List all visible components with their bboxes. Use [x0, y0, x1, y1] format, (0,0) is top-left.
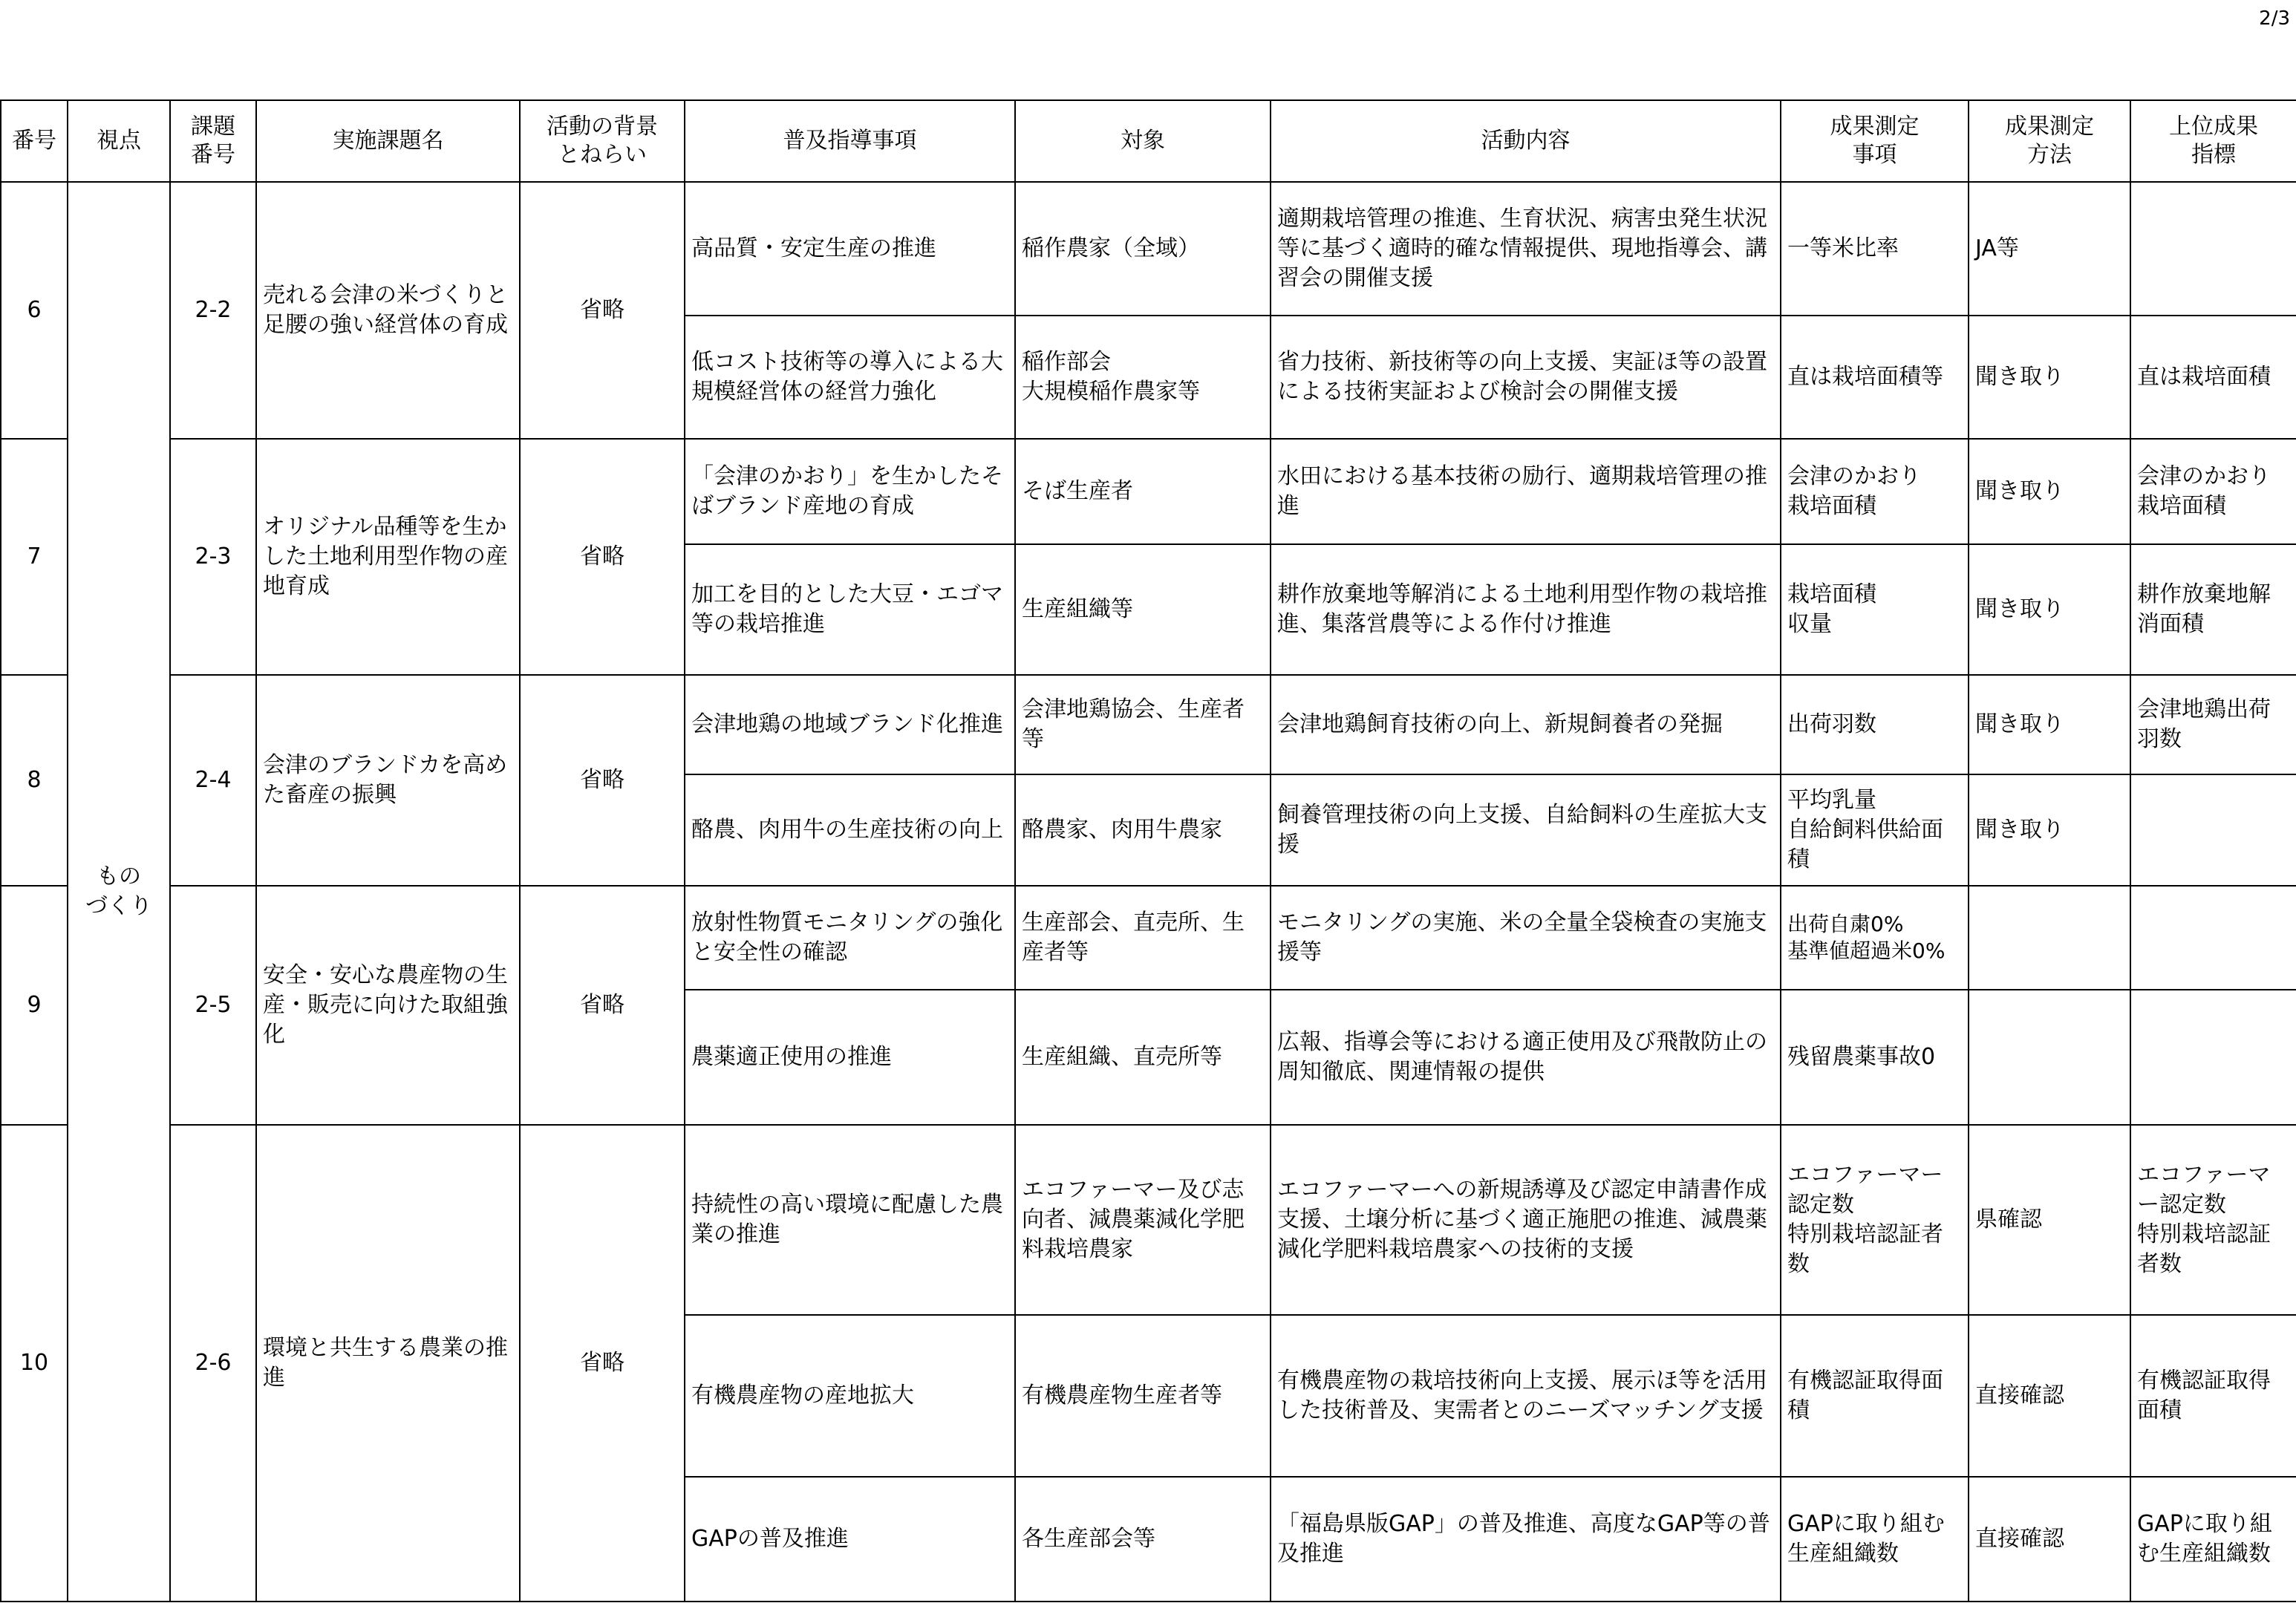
- activity-cell: 会津地鶏飼育技術の向上、新規飼養者の発掘: [1271, 675, 1781, 774]
- issue-no: 2-6: [170, 1125, 256, 1602]
- header-no: 番号: [1, 100, 68, 182]
- activity-plan-table: [0, 99, 2296, 1602]
- measure-method-cell: 県確認: [1969, 1125, 2130, 1315]
- activity-cell: モニタリングの実施、米の全量全袋検査の実施支援等: [1271, 886, 1781, 990]
- table-row: [1, 886, 2296, 990]
- indicator-cell: エコファーマー認定数 特別栽培認証者数: [2130, 1125, 2296, 1315]
- guidance-cell: 酪農、肉用牛の生産技術の向上: [685, 774, 1015, 886]
- target-cell: 酪農家、肉用牛農家: [1015, 774, 1271, 886]
- indicator-cell: GAPに取り組む生産組織数: [2130, 1477, 2296, 1602]
- measure-item-cell: 会津のかおり 栽培面積: [1781, 439, 1969, 544]
- issue-title: 売れる会津の米づくりと足腰の強い経営体の育成: [256, 182, 520, 439]
- measure-item-cell: 出荷自粛0% 基準値超過米0%: [1781, 886, 1969, 990]
- table-row: [1, 1125, 2296, 1315]
- header-row: [1, 100, 2296, 182]
- issue-no: 2-4: [170, 675, 256, 886]
- table-row: [1, 182, 2296, 316]
- target-cell: 生産組織、直売所等: [1015, 990, 1271, 1125]
- guidance-cell: 持続性の高い環境に配慮した農業の推進: [685, 1125, 1015, 1315]
- background-cell: 省略: [520, 675, 685, 886]
- table-row: [1, 439, 2296, 544]
- measure-method-cell: 直接確認: [1969, 1315, 2130, 1477]
- indicator-cell: 会津地鶏出荷羽数: [2130, 675, 2296, 774]
- target-cell: 稲作農家（全域）: [1015, 182, 1271, 316]
- measure-item-cell: 一等米比率: [1781, 182, 1969, 316]
- guidance-cell: 低コスト技術等の導入による大規模経営体の経営力強化: [685, 316, 1015, 439]
- target-cell: 生産部会、直売所、生産者等: [1015, 886, 1271, 990]
- activity-cell: 飼養管理技術の向上支援、自給飼料の生産拡大支援: [1271, 774, 1781, 886]
- row-no: 9: [1, 886, 68, 1125]
- measure-item-cell: エコファーマー認定数 特別栽培認証者数: [1781, 1125, 1969, 1315]
- row-no: 8: [1, 675, 68, 886]
- measure-item-cell: 平均乳量 自給飼料供給面積: [1781, 774, 1969, 886]
- activity-cell: 省力技術、新技術等の向上支援、実証ほ等の設置による技術実証および検討会の開催支援: [1271, 316, 1781, 439]
- issue-title: オリジナル品種等を生かした土地利用型作物の産地育成: [256, 439, 520, 675]
- guidance-cell: GAPの普及推進: [685, 1477, 1015, 1602]
- activity-cell: 水田における基本技術の励行、適期栽培管理の推進: [1271, 439, 1781, 544]
- activity-cell: 「福島県版GAP」の普及推進、高度なGAP等の普及推進: [1271, 1477, 1781, 1602]
- background-cell: 省略: [520, 1125, 685, 1602]
- activity-cell: エコファーマーへの新規誘導及び認定申請書作成支援、土壌分析に基づく適正施肥の推進、減農薬減化学肥料栽培農家への技術的支援: [1271, 1125, 1781, 1315]
- viewpoint-cell: もの づくり: [68, 182, 170, 1602]
- measure-method-cell: [1969, 886, 2130, 990]
- header-background: 活動の背景 とねらい: [520, 100, 685, 182]
- indicator-cell: [2130, 990, 2296, 1125]
- indicator-cell: 有機認証取得面積: [2130, 1315, 2296, 1477]
- background-cell: 省略: [520, 182, 685, 439]
- measure-method-cell: [1969, 990, 2130, 1125]
- activity-cell: 適期栽培管理の推進、生育状況、病害虫発生状況等に基づく適時的確な情報提供、現地指導会、講習会の開催支援: [1271, 182, 1781, 316]
- activity-cell: 有機農産物の栽培技術向上支援、展示ほ等を活用した技術普及、実需者とのニーズマッチング支援: [1271, 1315, 1781, 1477]
- target-cell: 稲作部会 大規模稲作農家等: [1015, 316, 1271, 439]
- guidance-cell: 高品質・安定生産の推進: [685, 182, 1015, 316]
- indicator-cell: [2130, 886, 2296, 990]
- indicator-cell: 耕作放棄地解消面積: [2130, 544, 2296, 675]
- guidance-cell: 会津地鶏の地域ブランド化推進: [685, 675, 1015, 774]
- guidance-cell: 農薬適正使用の推進: [685, 990, 1015, 1125]
- issue-title: 安全・安心な農産物の生産・販売に向けた取組強化: [256, 886, 520, 1125]
- target-cell: 各生産部会等: [1015, 1477, 1271, 1602]
- measure-item-cell: 有機認証取得面積: [1781, 1315, 1969, 1477]
- header-measure-item: 成果測定 事項: [1781, 100, 1969, 182]
- guidance-cell: 加工を目的とした大豆・エゴマ等の栽培推進: [685, 544, 1015, 675]
- header-guidance: 普及指導事項: [685, 100, 1015, 182]
- header-viewpoint: 視点: [68, 100, 170, 182]
- background-cell: 省略: [520, 439, 685, 675]
- target-cell: 生産組織等: [1015, 544, 1271, 675]
- row-no: 7: [1, 439, 68, 675]
- measure-item-cell: 残留農薬事故0: [1781, 990, 1969, 1125]
- activity-cell: 広報、指導会等における適正使用及び飛散防止の周知徹底、関連情報の提供: [1271, 990, 1781, 1125]
- guidance-cell: 「会津のかおり」を生かしたそばブランド産地の育成: [685, 439, 1015, 544]
- background-cell: 省略: [520, 886, 685, 1125]
- activity-cell: 耕作放棄地等解消による土地利用型作物の栽培推進、集落営農等による作付け推進: [1271, 544, 1781, 675]
- header-indicator: 上位成果 指標: [2130, 100, 2296, 182]
- measure-method-cell: JA等: [1969, 182, 2130, 316]
- indicator-cell: 直は栽培面積: [2130, 316, 2296, 439]
- measure-method-cell: 直接確認: [1969, 1477, 2130, 1602]
- header-title: 実施課題名: [256, 100, 520, 182]
- row-no: 10: [1, 1125, 68, 1602]
- measure-method-cell: 聞き取り: [1969, 544, 2130, 675]
- measure-method-cell: 聞き取り: [1969, 774, 2130, 886]
- target-cell: エコファーマー及び志向者、減農薬減化学肥料栽培農家: [1015, 1125, 1271, 1315]
- measure-item-cell: 直は栽培面積等: [1781, 316, 1969, 439]
- measure-method-cell: 聞き取り: [1969, 439, 2130, 544]
- page-number: 2/3: [2259, 7, 2290, 30]
- issue-no: 2-3: [170, 439, 256, 675]
- measure-item-cell: GAPに取り組む生産組織数: [1781, 1477, 1969, 1602]
- target-cell: そば生産者: [1015, 439, 1271, 544]
- target-cell: 有機農産物生産者等: [1015, 1315, 1271, 1477]
- issue-title: 会津のブランドカを高めた畜産の振興: [256, 675, 520, 886]
- measure-method-cell: 聞き取り: [1969, 675, 2130, 774]
- header-issue-no: 課題 番号: [170, 100, 256, 182]
- header-target: 対象: [1015, 100, 1271, 182]
- header-measure-method: 成果測定 方法: [1969, 100, 2130, 182]
- table-row: [1, 675, 2296, 774]
- measure-item-cell: 栽培面積 収量: [1781, 544, 1969, 675]
- header-activity: 活動内容: [1271, 100, 1781, 182]
- indicator-cell: [2130, 182, 2296, 316]
- target-cell: 会津地鶏協会、生産者等: [1015, 675, 1271, 774]
- guidance-cell: 放射性物質モニタリングの強化と安全性の確認: [685, 886, 1015, 990]
- row-no: 6: [1, 182, 68, 439]
- indicator-cell: 会津のかおり栽培面積: [2130, 439, 2296, 544]
- guidance-cell: 有機農産物の産地拡大: [685, 1315, 1015, 1477]
- issue-no: 2-2: [170, 182, 256, 439]
- measure-method-cell: 聞き取り: [1969, 316, 2130, 439]
- indicator-cell: [2130, 774, 2296, 886]
- issue-title: 環境と共生する農業の推進: [256, 1125, 520, 1602]
- issue-no: 2-5: [170, 886, 256, 1125]
- measure-item-cell: 出荷羽数: [1781, 675, 1969, 774]
